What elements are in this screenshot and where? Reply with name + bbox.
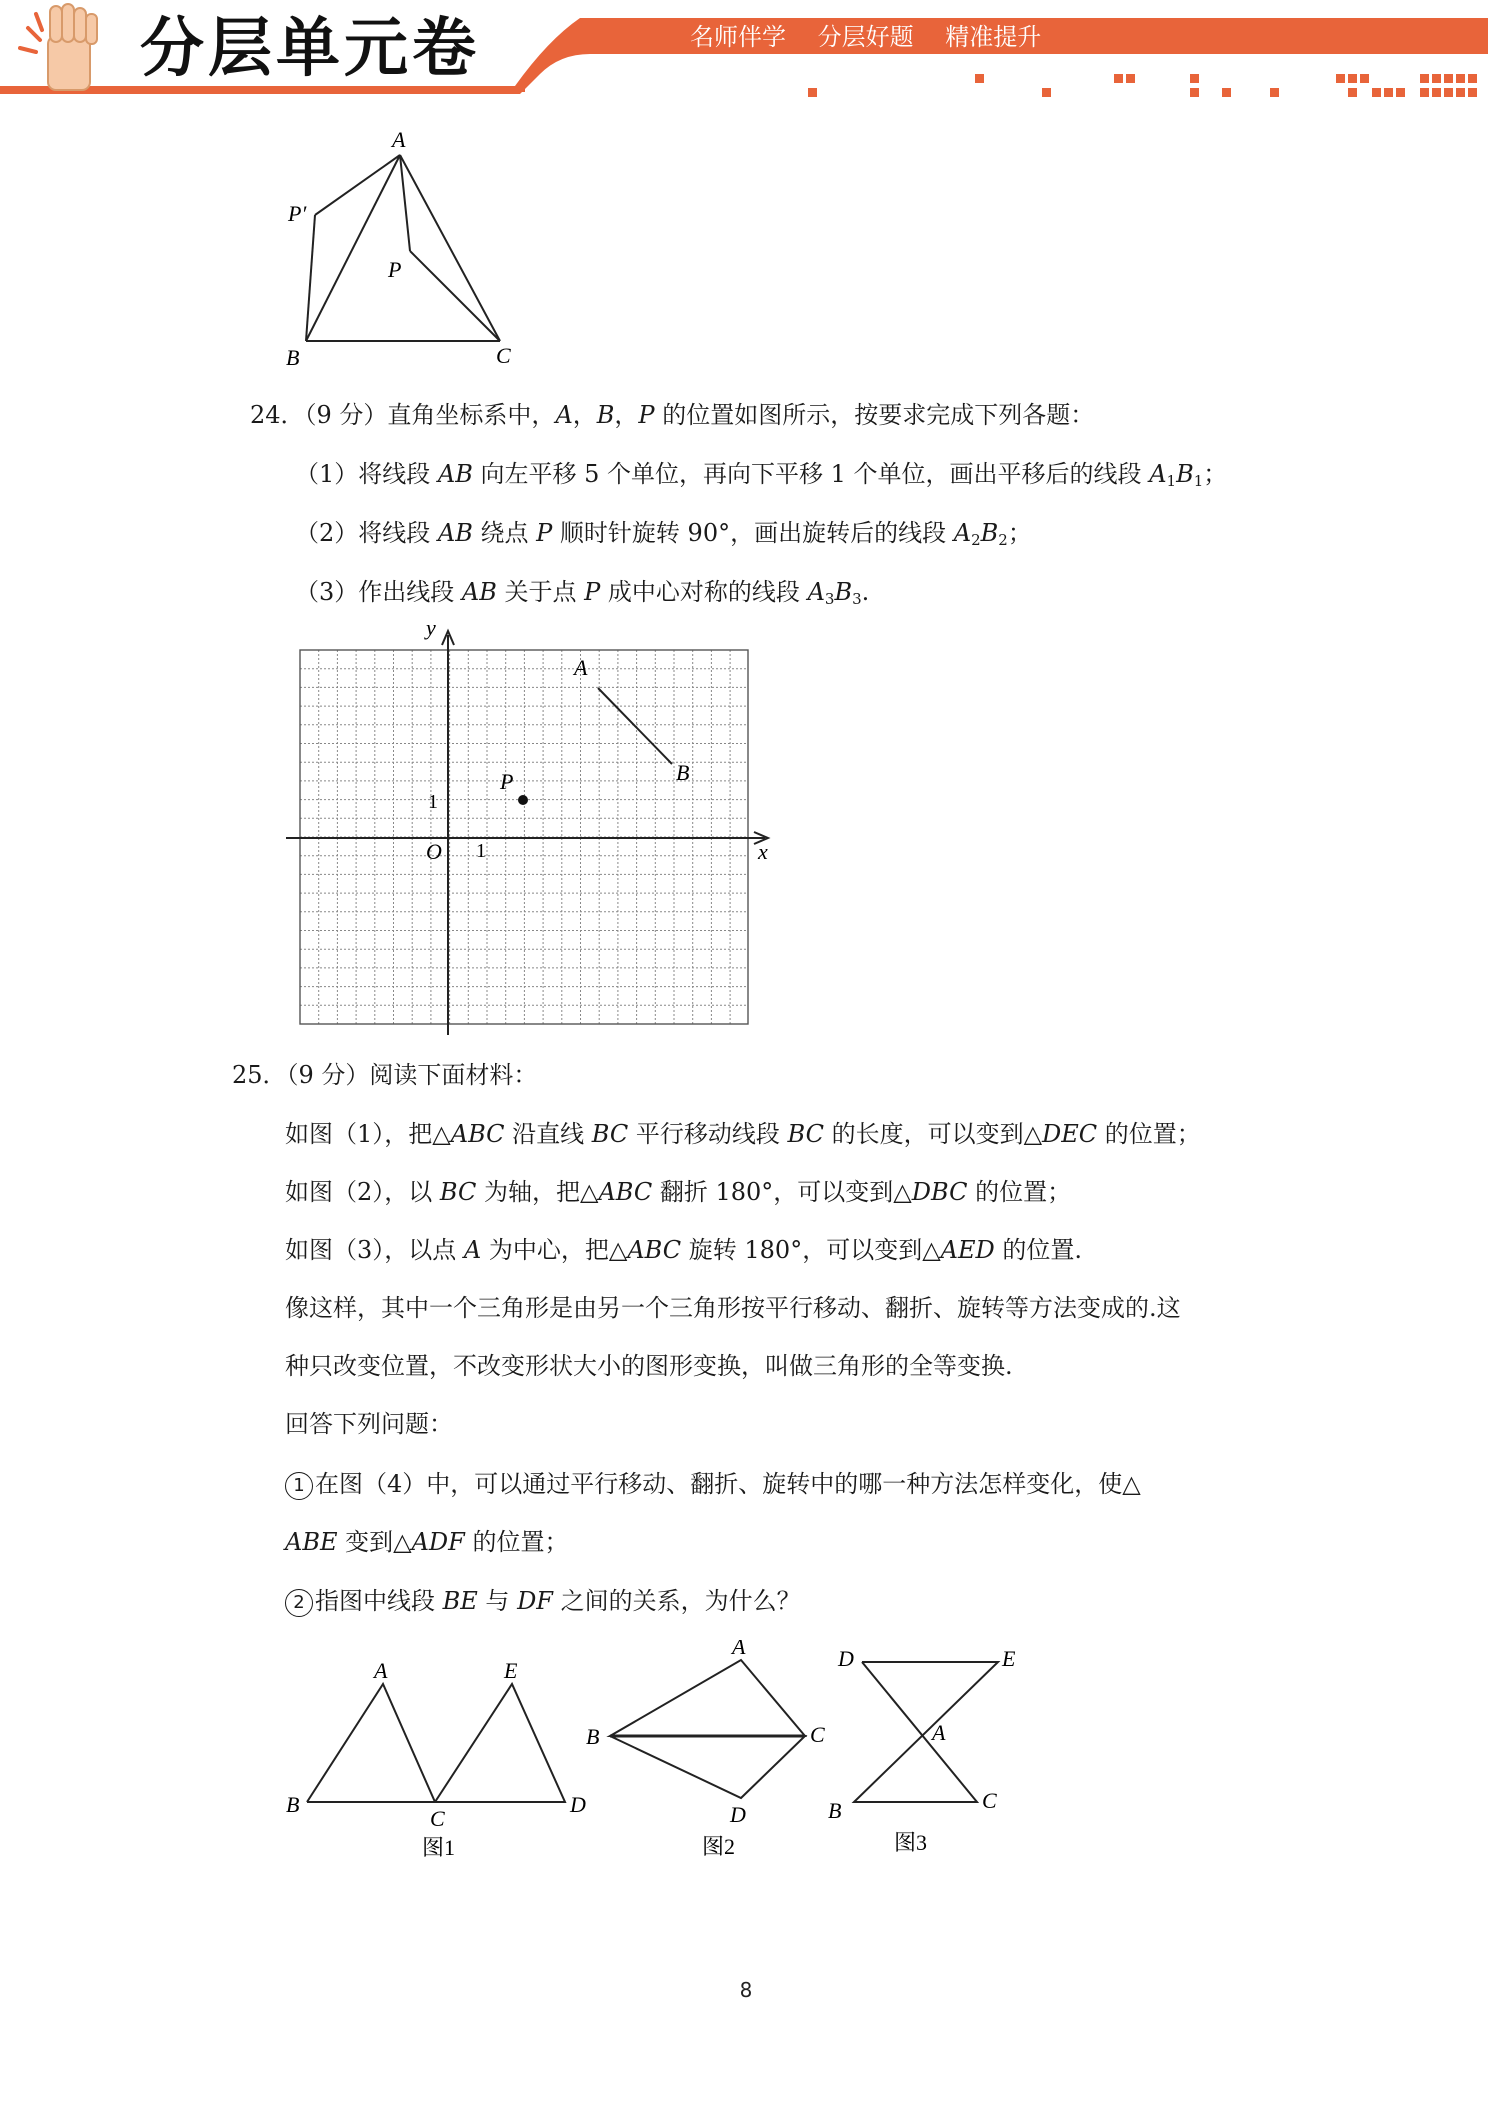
q24-subquestion-2: （2）将线段 AB 绕点 P 顺时针旋转 90°，画出旋转后的线段 $A_2B_2$； (295, 519, 1032, 549)
fig2-label-D: D (730, 1802, 746, 1827)
circled-number: 1 (285, 1472, 313, 1500)
point-P (518, 795, 528, 805)
slogan-item: 精准提升 (945, 23, 1042, 51)
header-slogan (690, 22, 1065, 52)
tick-label-x-1: 1 (476, 840, 486, 862)
q25-paragraph-1: 如图（1），把△ABC 沿直线 BC 平行移动线段 BC 的长度，可以变到△DEC 的位置； (285, 1120, 1201, 1148)
fig1-label-D: D (570, 1792, 586, 1817)
figures-transformations (280, 1640, 1060, 1870)
label-P: P (388, 257, 402, 282)
fist-logo-icon (20, 4, 97, 90)
point-label-P: P (500, 769, 514, 794)
fig1-label-E: E (504, 1658, 518, 1683)
page-number: 8 (739, 1978, 753, 2002)
fig2-caption: 图2 (702, 1834, 736, 1859)
fig3-label-D: D (838, 1646, 854, 1671)
page-header (0, 0, 1488, 120)
q25-paragraph-4: 像这样，其中一个三角形是由另一个三角形按平行移动、翻折、旋转等方法变成的.这 (285, 1294, 1181, 1322)
fig3-label-B: B (828, 1798, 842, 1823)
segment-AB (598, 688, 672, 764)
q25-question-1: 1 在图（4）中，可以通过平行移动、翻折、旋转中的哪一种方法怎样变化，使△ (285, 1467, 1141, 1501)
slogan-item: 分层好题 (817, 23, 914, 51)
label-C: C (496, 343, 511, 368)
decorative-dots (808, 74, 1477, 97)
fig1-caption: 图1 (422, 1835, 456, 1860)
q25-paragraph-5: 种只改变位置，不改变形状大小的图形变换，叫做三角形的全等变换. (285, 1352, 1013, 1380)
q25-paragraph-3: 如图（3），以点 A 为中心，把△ABC 旋转 180°，可以变到△AED 的位置. (285, 1236, 1083, 1264)
figure-2 (610, 1660, 805, 1798)
fig2-label-C: C (810, 1722, 825, 1747)
q25-paragraph-2: 如图（2），以 BC 为轴，把△ABC 翻折 180°，可以变到△DBC 的位置； (285, 1178, 1072, 1206)
figure-3 (854, 1662, 998, 1802)
label-A: A (392, 127, 406, 152)
coordinate-grid-figure (280, 615, 780, 1040)
q25-question-2: 2 指图中线段 BE 与 DF 之间的关系，为什么？ (285, 1584, 801, 1618)
fig2-label-A: A (732, 1640, 746, 1659)
slogan-item: 名师伴学 (690, 23, 786, 51)
axis-label-y: y (426, 615, 436, 640)
label-B: B (286, 345, 300, 370)
q25-question-1-cont: ABE 变到△ADF 的位置； (285, 1528, 569, 1556)
fig3-label-C: C (982, 1788, 997, 1813)
axis-label-x: x (758, 839, 768, 864)
q24-subquestion-3: （3）作出线段 AB 关于点 P 成中心对称的线段 $A_3B_3$. (295, 578, 870, 608)
fig3-label-A: A (932, 1720, 946, 1745)
q25-heading: 25．（9 分）阅读下面材料： (232, 1061, 538, 1089)
q25-paragraph-6: 回答下列问题： (285, 1410, 453, 1438)
fig3-caption: 图3 (894, 1830, 928, 1855)
q24-heading: 24．（9 分）直角坐标系中，A，B，P 的位置如图所示，按要求完成下列各题： (250, 401, 1095, 429)
fig1-label-C: C (430, 1806, 445, 1831)
point-label-B: B (676, 760, 690, 785)
point-label-A: A (574, 655, 588, 680)
figure-1 (307, 1684, 565, 1802)
origin-label: O (426, 839, 442, 864)
fig3-label-E: E (1002, 1646, 1016, 1671)
label-P-prime: P′ (288, 201, 307, 226)
fig1-label-A: A (374, 1658, 388, 1683)
figure-triangle-p-prime (270, 125, 530, 375)
tick-label-y-1: 1 (428, 791, 438, 813)
q24-subquestion-1: （1）将线段 AB 向左平移 5 个单位，再向下平移 1 个单位，画出平移后的线段 $A_1B_1$； (295, 460, 1228, 490)
fig2-label-B: B (586, 1724, 600, 1749)
circled-number: 2 (285, 1589, 313, 1617)
fig1-label-B: B (286, 1792, 300, 1817)
brand-title: 分层单元卷 (140, 12, 480, 86)
